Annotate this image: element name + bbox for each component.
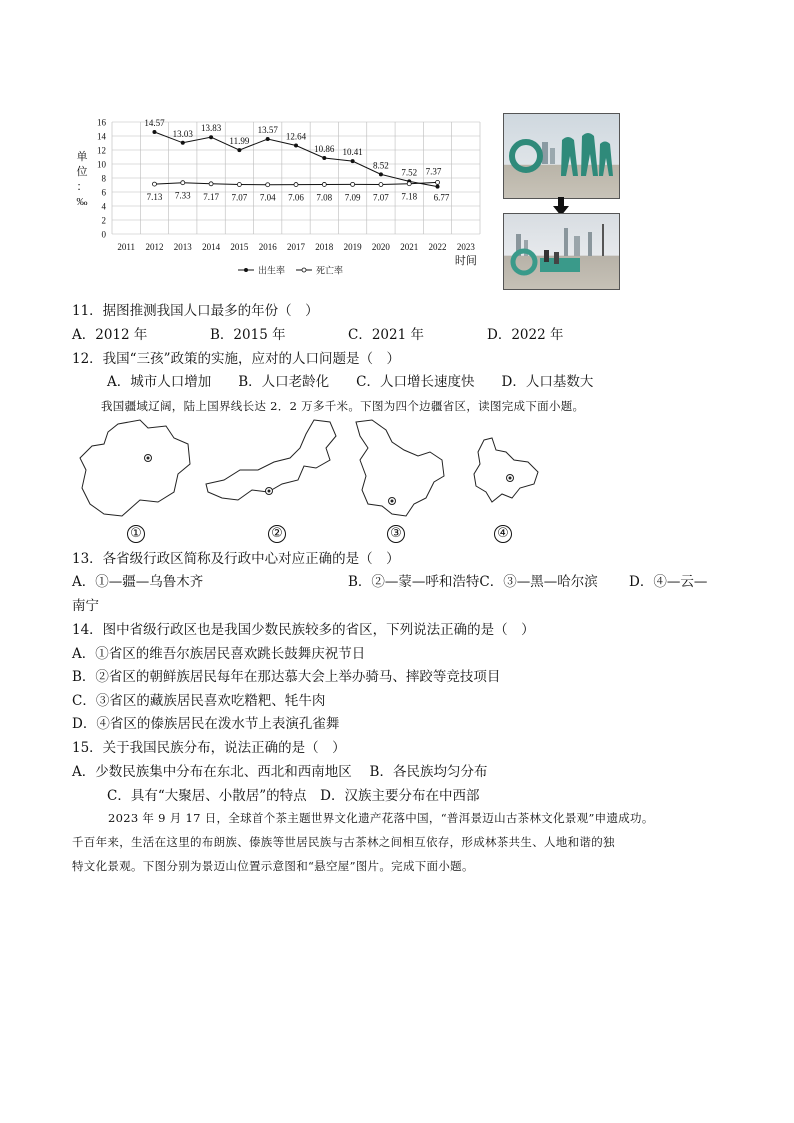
q15-options-ab[interactable]: A．少数民族集中分布在东北、西北和西南地区 B．各民族均匀分布 [72, 764, 488, 780]
birth-point [322, 156, 326, 160]
map-label-3: ③ [387, 525, 405, 543]
birth-data-label: 7.52 [401, 167, 418, 178]
death-data-label: 7.37 [425, 166, 442, 177]
q12-options[interactable]: A．城市人口增加 B．人口老龄化 C．人口增长速度快 D．人口基数大 [107, 374, 594, 390]
q11-option-b[interactable]: B．2015 年 [210, 327, 286, 343]
legend-death-marker [302, 268, 306, 272]
birth-point [294, 144, 298, 148]
death-point [351, 182, 355, 186]
death-point [322, 182, 326, 186]
map-label-1: ① [127, 525, 145, 543]
sculpture-photo-after [503, 213, 620, 290]
x-tick-label: 2022 [428, 242, 447, 252]
x-axis-label: 时间 [454, 255, 477, 267]
q15-stem: 15．关于我国民族分布，说法正确的是（ ） [72, 740, 346, 756]
q14-option-a[interactable]: A．①省区的维吾尔族居民喜欢跳长鼓舞庆祝节日 [72, 646, 366, 662]
birth-point [351, 159, 355, 163]
death-data-label: 7.08 [316, 192, 333, 203]
map-inner-mongolia [204, 418, 344, 512]
map-heilongjiang [352, 418, 448, 520]
y-tick-label: 4 [101, 201, 106, 212]
death-point [266, 183, 270, 187]
y-tick-label: 0 [101, 229, 106, 240]
y-tick-label: 8 [101, 173, 106, 184]
birth-point [436, 185, 440, 189]
birth-point [266, 137, 270, 141]
x-tick-label: 2013 [173, 242, 192, 252]
q11-option-c[interactable]: C．2021 年 [348, 327, 424, 343]
x-tick-label: 2019 [343, 242, 362, 252]
birth-point [152, 130, 156, 134]
passage-jingmai-line2: 千百年来，生活在这里的布朗族、傣族等世居民族与古茶林之间相互依存，形成林茶共生、人地和谐的独 [72, 835, 615, 849]
death-data-label: 7.07 [231, 192, 248, 203]
q11-option-a[interactable]: A．2012 年 [72, 327, 148, 343]
q12-stem: 12．我国“三孩”政策的实施，应对的人口问题是（ ） [72, 351, 400, 367]
x-tick-label: 2017 [287, 242, 305, 252]
death-data-label: 7.33 [174, 190, 191, 201]
q13-option-a[interactable]: A．①—疆—乌鲁木齐 [72, 574, 204, 590]
birth-data-label: 14.57 [144, 118, 165, 129]
birth-point [379, 172, 383, 176]
death-point [379, 183, 383, 187]
q11-stem: 11．据图推测我国人口最多的年份（ ） [72, 303, 319, 319]
y-tick-label: 12 [97, 145, 106, 156]
legend-death-label: 死亡率 [316, 265, 344, 276]
y-tick-label: 2 [101, 215, 106, 226]
q14-option-d[interactable]: D．④省区的傣族居民在泼水节上表演孔雀舞 [72, 716, 340, 732]
sculpture-photo-before [503, 113, 620, 199]
legend-birth-marker [244, 268, 248, 272]
death-data-label: 7.13 [146, 192, 163, 203]
y-axis-label: 位 [76, 166, 88, 178]
passage-jingmai-line3: 特文化景观。下图分别为景迈山位置示意图和“悬空屋”图片。完成下面小题。 [72, 859, 474, 873]
birth-data-label: 12.64 [285, 131, 307, 142]
y-axis-label: ‰ [76, 196, 88, 208]
y-tick-label: 6 [101, 187, 106, 198]
x-tick-label: 2016 [258, 242, 277, 252]
death-data-label: 7.04 [259, 192, 276, 203]
birth-point [181, 141, 185, 145]
birth-point [209, 135, 213, 139]
y-tick-label: 16 [97, 117, 106, 128]
y-axis-label: 单 [76, 151, 88, 163]
q13-option-d[interactable]: D．④—云— [629, 574, 708, 590]
death-data-label: 7.17 [203, 191, 219, 202]
birth-data-label: 13.83 [200, 123, 222, 134]
x-tick-label: 2015 [230, 242, 249, 252]
death-data-label: 7.09 [344, 192, 361, 203]
q13-option-bc[interactable]: B．②—蒙—呼和浩特C．③—黑—哈尔滨 [348, 574, 598, 590]
map-yunnan [470, 436, 542, 506]
birth-data-label: 10.41 [342, 147, 363, 158]
x-tick-label: 2012 [145, 242, 164, 252]
birth-data-label: 6.77 [433, 192, 450, 203]
x-tick-label: 2020 [371, 242, 390, 252]
y-tick-label: 10 [97, 159, 106, 170]
death-point [294, 183, 298, 187]
passage-border-provinces: 我国疆域辽阔，陆上国界线长达 2．2 万多千米。下图为四个边疆省区，读图完成下面小题。 [101, 399, 585, 413]
legend-birth-label: 出生率 [258, 265, 286, 276]
x-tick-label: 2014 [202, 242, 221, 252]
y-axis-label: ： [76, 181, 88, 193]
q14-option-b[interactable]: B．②省区的朝鲜族居民每年在那达慕大会上举办骑马、摔跤等竞技项目 [72, 669, 501, 685]
birth-data-label: 11.99 [229, 136, 250, 147]
death-data-label: 7.06 [288, 192, 304, 203]
death-point [181, 181, 185, 185]
map-xinjiang [78, 418, 193, 520]
sculpture-figures-image [504, 114, 619, 198]
population-rate-chart [70, 110, 490, 285]
y-tick-label: 14 [97, 131, 106, 142]
passage-jingmai-line1: 2023 年 9 月 17 日，全球首个茶主题世界文化遗产花落中国，“普洱景迈山古茶林文化景观”申遗成功。 [108, 811, 654, 825]
birth-data-label: 13.03 [172, 128, 193, 139]
q13-option-d-cont: 南宁 [72, 598, 99, 614]
q11-option-d[interactable]: D．2022 年 [487, 327, 564, 343]
x-tick-label: 2011 [117, 242, 135, 252]
death-data-label: 7.07 [373, 192, 389, 203]
death-point [407, 182, 411, 186]
birth-data-label: 10.86 [314, 143, 335, 154]
q14-stem: 14．图中省级行政区也是我国少数民族较多的省区，下列说法正确的是（ ） [72, 622, 535, 638]
death-point [237, 183, 241, 187]
q15-options-cd[interactable]: C．具有“大聚居、小散居”的特点 D．汉族主要分布在中西部 [107, 788, 480, 804]
x-tick-label: 2023 [456, 242, 475, 252]
death-point [152, 182, 156, 186]
birth-point [237, 148, 241, 152]
death-point [436, 180, 440, 184]
map-label-2: ② [268, 525, 286, 543]
birth-data-label: 13.57 [257, 125, 278, 136]
q13-stem: 13．各省级行政区简称及行政中心对应正确的是（ ） [72, 551, 400, 567]
x-tick-label: 2018 [315, 242, 334, 252]
death-point [209, 182, 213, 186]
death-data-label: 7.18 [401, 191, 418, 202]
city-skyline-image [504, 214, 619, 289]
map-label-4: ④ [494, 525, 512, 543]
q14-option-c[interactable]: C．③省区的藏族居民喜欢吃糌粑、牦牛肉 [72, 693, 326, 709]
birth-data-label: 8.52 [373, 160, 389, 171]
x-tick-label: 2021 [400, 242, 419, 252]
